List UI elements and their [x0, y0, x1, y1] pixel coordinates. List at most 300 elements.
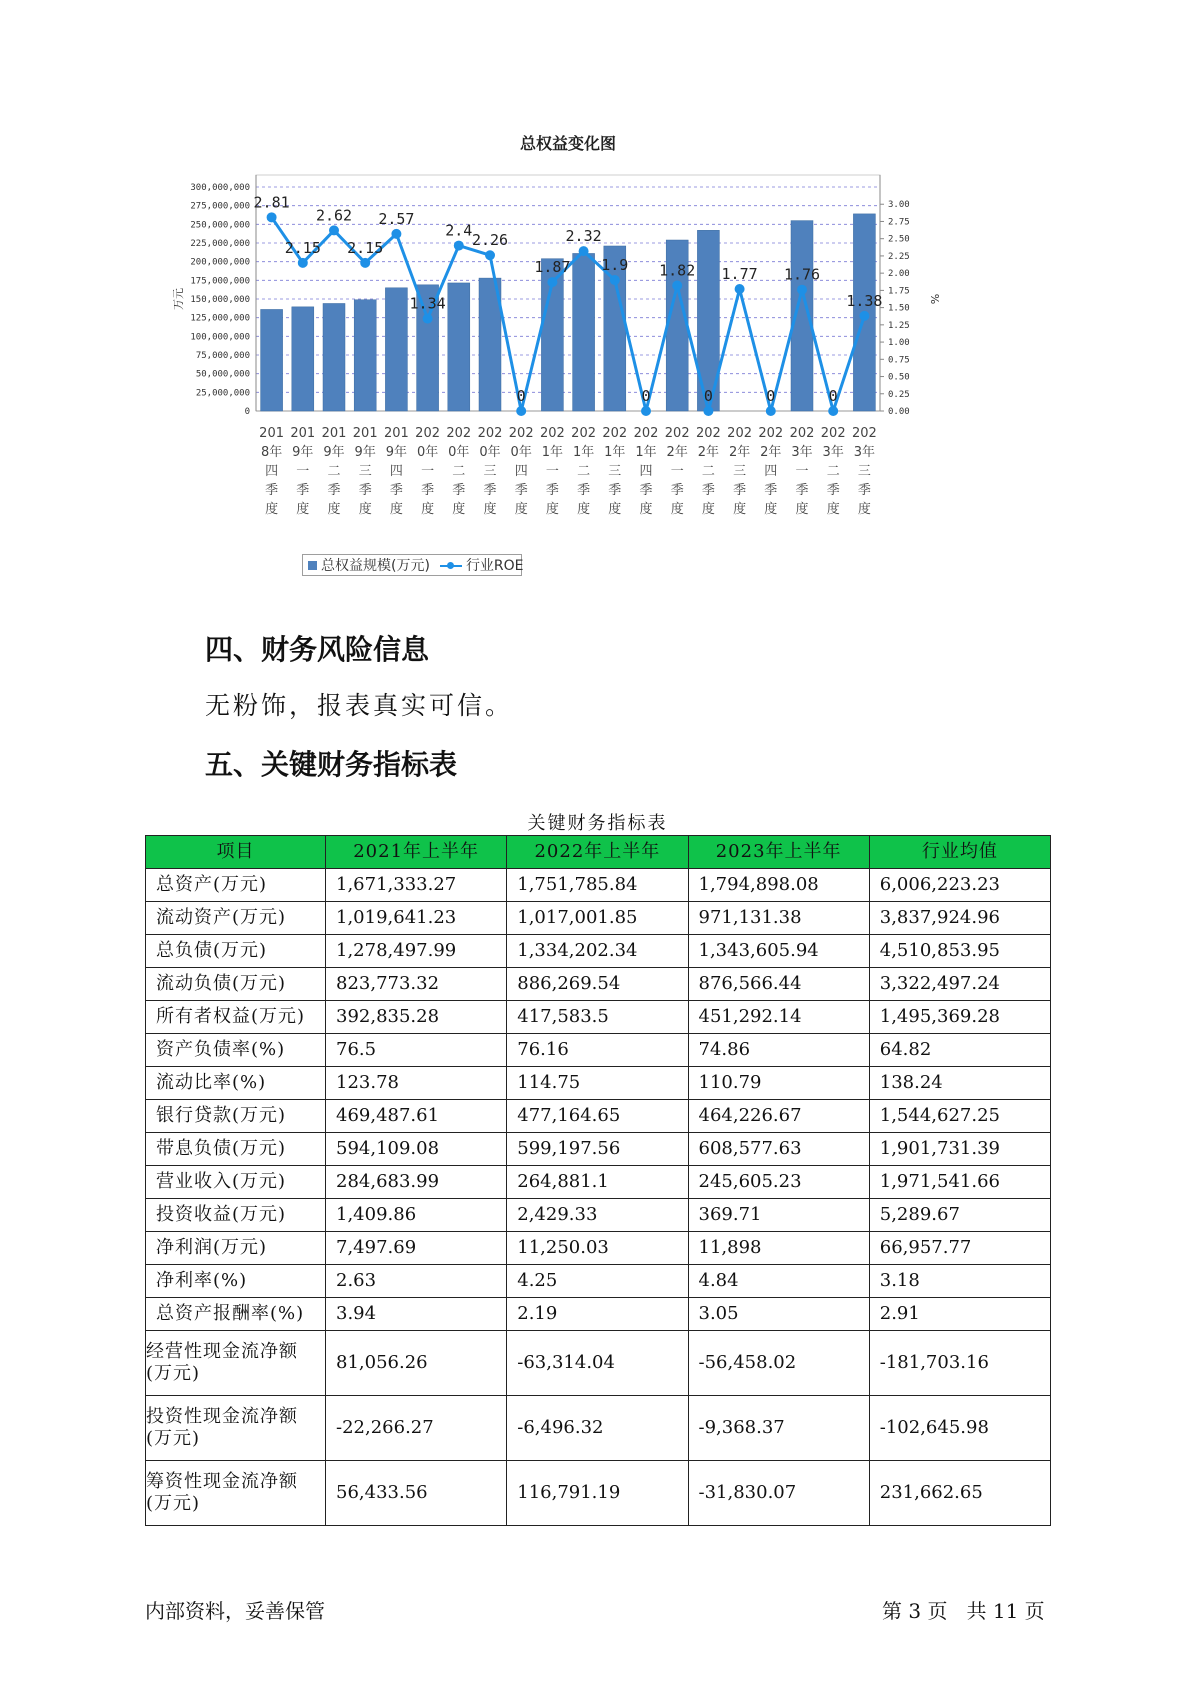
x-tick-label: 202: [477, 426, 503, 441]
x-tick-label: 三: [358, 464, 372, 479]
x-tick-label: 3年: [791, 445, 813, 460]
x-tick-label: 度: [639, 502, 653, 517]
roe-data-label: 2.57: [378, 209, 415, 228]
table-cell: 417,583.5: [507, 1001, 688, 1034]
x-tick-label: 四: [389, 464, 403, 479]
section-4-text: 无粉饰，报表真实可信。: [205, 691, 514, 720]
x-tick-label: 2年: [728, 445, 751, 460]
x-tick-label: 季: [514, 483, 528, 498]
table-row: [146, 1034, 1051, 1067]
table-cell: 1,971,541.66: [869, 1166, 1050, 1199]
x-tick-label: 季: [545, 483, 559, 498]
row-label: 资产负债率(%): [146, 1034, 326, 1067]
row-label: 总资产报酬率(%): [146, 1298, 326, 1331]
row-label: 投资性现金流净额(万元): [146, 1396, 326, 1461]
roe-data-label: 2.81: [253, 193, 290, 212]
x-tick-label: 202: [508, 426, 534, 441]
table-row: [146, 1100, 1051, 1133]
x-tick-label: 季: [764, 483, 778, 498]
x-tick-label: 3年: [822, 445, 844, 460]
y-tick-label: 175,000,000: [190, 276, 250, 287]
table-body: [146, 869, 1051, 1526]
table-cell: 74.86: [688, 1034, 869, 1067]
roe-point: [766, 406, 776, 416]
y2-tick-label: 2.50: [888, 234, 910, 245]
x-tick-label: 一: [545, 464, 559, 479]
header-2022h1: 2022年上半年: [507, 836, 688, 869]
x-tick-label: 201: [321, 426, 347, 441]
table-cell: 116,791.19: [507, 1461, 688, 1526]
table-cell: 608,577.63: [688, 1133, 869, 1166]
table-cell: 2.63: [326, 1265, 507, 1298]
y-tick-label: 75,000,000: [195, 351, 250, 361]
roe-point: [797, 285, 807, 295]
legend-item-roe: [440, 555, 524, 575]
x-tick-label: 一: [421, 464, 435, 479]
table-cell: 5,289.67: [869, 1199, 1050, 1232]
x-tick-label: 1年: [541, 445, 564, 460]
table-cell: 1,409.86: [326, 1199, 507, 1232]
x-tick-label: 四: [639, 464, 653, 479]
table-row: [146, 1298, 1051, 1331]
roe-point: [610, 275, 620, 285]
x-tick-label: 季: [358, 483, 372, 498]
x-tick-label: 一: [296, 464, 310, 479]
roe-point: [423, 314, 433, 324]
table-cell: 123.78: [326, 1067, 507, 1100]
bar-swatch-icon: [308, 561, 317, 570]
x-tick-label: 202: [758, 426, 784, 441]
table-cell: 231,662.65: [869, 1461, 1050, 1526]
table-cell: 3.94: [326, 1298, 507, 1331]
y-tick-label: 275,000,000: [190, 201, 250, 212]
legend-item-equity: [308, 555, 430, 575]
table-cell: 76.16: [507, 1034, 688, 1067]
roe-point: [703, 406, 713, 416]
table-cell: 245,605.23: [688, 1166, 869, 1199]
table-row: [146, 1461, 1051, 1526]
x-tick-label: 度: [764, 502, 778, 517]
table-cell: 971,131.38: [688, 902, 869, 935]
x-tick-label: 202: [789, 426, 815, 441]
x-tick-label: 度: [733, 502, 747, 517]
row-label: 投资收益(万元): [146, 1199, 326, 1232]
roe-data-label: 0: [828, 387, 838, 405]
x-tick-label: 二: [701, 464, 715, 479]
table-cell: 886,269.54: [507, 968, 688, 1001]
x-tick-label: 度: [826, 502, 840, 517]
y2-tick-label: 0.25: [888, 389, 910, 400]
table-cell: 469,487.61: [326, 1100, 507, 1133]
table-cell: -22,266.27: [326, 1396, 507, 1461]
table-row: [146, 1001, 1051, 1034]
roe-data-label: 0: [641, 387, 651, 405]
x-tick-label: 二: [452, 464, 466, 479]
x-tick-label: 202: [415, 426, 441, 441]
x-tick-label: 201: [259, 426, 285, 441]
x-tick-label: 1年: [604, 445, 626, 460]
x-tick-label: 季: [421, 483, 435, 498]
roe-data-label: 0: [703, 387, 713, 405]
x-tick-label: 9年: [354, 445, 376, 460]
table-cell: 392,835.28: [326, 1001, 507, 1034]
x-tick-label: 202: [539, 426, 565, 441]
x-tick-label: 季: [452, 483, 466, 498]
y-tick-label: 200,000,000: [190, 257, 250, 268]
x-tick-label: 季: [389, 483, 403, 498]
table-cell: 56,433.56: [326, 1461, 507, 1526]
line-marker-icon: [440, 561, 462, 570]
roe-data-label: 2.15: [347, 238, 384, 257]
legend-label-roe: 行业ROE: [465, 558, 524, 574]
x-tick-label: 季: [483, 483, 497, 498]
x-tick-label: 201: [352, 426, 378, 441]
table-cell: 876,566.44: [688, 968, 869, 1001]
table-row: [146, 1166, 1051, 1199]
x-tick-label: 度: [265, 502, 279, 517]
table-cell: -9,368.37: [688, 1396, 869, 1461]
x-tick-label: 季: [327, 483, 341, 498]
x-tick-label: 度: [452, 502, 466, 517]
table-cell: 3,322,497.24: [869, 968, 1050, 1001]
equity-bar: [323, 303, 345, 411]
x-tick-label: 度: [358, 502, 372, 517]
x-tick-label: 度: [608, 502, 622, 517]
x-tick-label: 二: [826, 464, 840, 479]
roe-point: [859, 311, 869, 321]
table-cell: 1,343,605.94: [688, 935, 869, 968]
x-tick-label: 度: [701, 502, 715, 517]
table-cell: 1,495,369.28: [869, 1001, 1050, 1034]
roe-point: [828, 406, 838, 416]
table-cell: 81,056.26: [326, 1331, 507, 1396]
table-row: [146, 1133, 1051, 1166]
x-tick-label: 季: [857, 483, 871, 498]
x-tick-label: 201: [290, 426, 316, 441]
roe-point: [454, 241, 464, 251]
table-cell: 2.91: [869, 1298, 1050, 1331]
table-row: [146, 1067, 1051, 1100]
roe-point: [298, 258, 308, 268]
table-cell: 7,497.69: [326, 1232, 507, 1265]
x-tick-label: 202: [602, 426, 628, 441]
table-row: [146, 1396, 1051, 1461]
table-cell: 599,197.56: [507, 1133, 688, 1166]
y-tick-label: 225,000,000: [190, 239, 250, 249]
row-label: 经营性现金流净额(万元): [146, 1331, 326, 1396]
table-cell: 4.25: [507, 1265, 688, 1298]
header-2021h1: 2021年上半年: [326, 836, 507, 869]
table-row: [146, 1232, 1051, 1265]
table-cell: 114.75: [507, 1067, 688, 1100]
equity-bar: [448, 283, 470, 411]
equity-chart: [170, 135, 975, 595]
roe-data-label: 1.76: [783, 265, 821, 284]
x-tick-label: 3年: [853, 445, 876, 460]
x-tick-label: 202: [851, 426, 877, 441]
x-tick-label: 0年: [448, 445, 470, 460]
roe-data-label: 1.38: [846, 291, 883, 310]
x-tick-label: 季: [608, 483, 622, 498]
x-tick-label: 三: [608, 464, 622, 479]
y2-tick-label: 1.25: [888, 320, 910, 331]
table-cell: -56,458.02: [688, 1331, 869, 1396]
row-label: 净利率(%): [146, 1265, 326, 1298]
footer-confidential-note: 内部资料，妥善保管: [145, 1599, 325, 1623]
table-row: [146, 968, 1051, 1001]
equity-bar: [261, 309, 283, 411]
x-tick-label: 季: [795, 483, 809, 498]
x-tick-label: 三: [483, 464, 497, 479]
x-tick-label: 2年: [760, 445, 782, 460]
x-tick-label: 202: [571, 426, 597, 441]
roe-point: [267, 212, 277, 222]
table-cell: 2,429.33: [507, 1199, 688, 1232]
table-cell: 264,881.1: [507, 1166, 688, 1199]
table-cell: 11,250.03: [507, 1232, 688, 1265]
row-label: 所有者权益(万元): [146, 1001, 326, 1034]
x-tick-label: 四: [514, 464, 528, 479]
x-tick-label: 一: [795, 464, 809, 479]
x-tick-label: 季: [577, 483, 591, 498]
key-financial-table: [145, 835, 1051, 1526]
y-tick-label: 250,000,000: [190, 220, 250, 231]
table-row: [146, 1265, 1051, 1298]
table-cell: 594,109.08: [326, 1133, 507, 1166]
x-tick-label: 202: [446, 426, 472, 441]
table-cell: 1,278,497.99: [326, 935, 507, 968]
table-cell: 1,544,627.25: [869, 1100, 1050, 1133]
table-cell: -63,314.04: [507, 1331, 688, 1396]
y-tick-label: 300,000,000: [190, 183, 250, 193]
roe-data-label: 2.26: [471, 231, 509, 250]
row-label: 总负债(万元): [146, 935, 326, 968]
y2-axis-label: %: [928, 293, 941, 305]
roe-point: [672, 281, 682, 291]
x-tick-label: 0年: [416, 445, 439, 460]
x-tick-label: 201: [383, 426, 409, 441]
table-caption: 关键财务指标表: [527, 813, 668, 834]
equity-bar: [354, 300, 376, 411]
table-row: [146, 869, 1051, 902]
x-tick-label: 1年: [635, 445, 657, 460]
row-label: 带息负债(万元): [146, 1133, 326, 1166]
x-tick-label: 0年: [479, 445, 501, 460]
roe-data-label: 1.87: [534, 258, 571, 277]
footer-page-number: 第 3 页 共 11 页: [882, 1599, 1045, 1623]
equity-bar: [573, 253, 595, 411]
x-tick-label: 度: [545, 502, 559, 517]
table-cell: 284,683.99: [326, 1166, 507, 1199]
row-label: 银行贷款(万元): [146, 1100, 326, 1133]
y-tick-label: 0: [244, 407, 250, 417]
x-tick-label: 季: [265, 483, 279, 498]
x-tick-label: 季: [826, 483, 840, 498]
x-tick-label: 202: [664, 426, 690, 441]
chart-legend: [302, 554, 522, 576]
header-industry-avg: 行业均值: [869, 836, 1050, 869]
chart-title: 总权益变化图: [519, 135, 617, 153]
table-cell: 76.5: [326, 1034, 507, 1067]
x-tick-label: 度: [327, 502, 341, 517]
y2-tick-label: 0.50: [888, 372, 910, 383]
x-tick-label: 三: [857, 464, 871, 479]
roe-data-label: 2.62: [315, 206, 353, 225]
roe-data-label: 1.34: [409, 294, 446, 313]
row-label: 筹资性现金流净额(万元): [146, 1461, 326, 1526]
x-tick-label: 度: [670, 502, 684, 517]
header-item: 项目: [146, 836, 326, 869]
table-cell: 3.05: [688, 1298, 869, 1331]
x-tick-label: 四: [265, 464, 279, 479]
table-cell: 464,226.67: [688, 1100, 869, 1133]
table-cell: 477,164.65: [507, 1100, 688, 1133]
x-tick-label: 度: [514, 502, 528, 517]
header-2023h1: 2023年上半年: [688, 836, 869, 869]
x-tick-label: 二: [577, 464, 591, 479]
roe-point: [360, 258, 370, 268]
table-cell: 2.19: [507, 1298, 688, 1331]
y2-tick-label: 2.25: [888, 251, 910, 262]
x-tick-label: 三: [733, 464, 747, 479]
roe-point: [641, 406, 651, 416]
table-cell: 823,773.32: [326, 968, 507, 1001]
y2-tick-label: 1.75: [888, 286, 910, 297]
y2-tick-label: 2.75: [888, 217, 910, 228]
x-tick-label: 8年: [260, 445, 283, 460]
roe-point: [547, 277, 557, 287]
x-tick-label: 季: [733, 483, 747, 498]
row-label: 流动比率(%): [146, 1067, 326, 1100]
x-tick-label: 1年: [572, 445, 595, 460]
table-row: [146, 1199, 1051, 1232]
table-cell: 66,957.77: [869, 1232, 1050, 1265]
y2-tick-label: 1.50: [888, 303, 910, 314]
x-tick-label: 202: [727, 426, 753, 441]
roe-point: [391, 229, 401, 239]
equity-chart-svg: [170, 135, 975, 550]
x-tick-label: 季: [701, 483, 715, 498]
roe-point: [329, 225, 339, 235]
table-cell: 1,794,898.08: [688, 869, 869, 902]
y2-tick-label: 0.75: [888, 355, 910, 366]
table-cell: 64.82: [869, 1034, 1050, 1067]
table-cell: 451,292.14: [688, 1001, 869, 1034]
row-label: 净利润(万元): [146, 1232, 326, 1265]
x-tick-label: 二: [327, 464, 341, 479]
table-cell: 1,334,202.34: [507, 935, 688, 968]
table-cell: 3.18: [869, 1265, 1050, 1298]
roe-data-label: 1.82: [659, 261, 696, 280]
y-tick-label: 50,000,000: [195, 369, 250, 380]
y-tick-label: 125,000,000: [190, 313, 250, 324]
section-5-heading: 五、关键财务指标表: [205, 748, 458, 781]
y-tick-label: 25,000,000: [195, 388, 250, 399]
x-tick-label: 季: [670, 483, 684, 498]
x-tick-label: 9年: [385, 445, 408, 460]
y-tick-label: 100,000,000: [190, 332, 250, 343]
table-cell: 1,017,001.85: [507, 902, 688, 935]
table-cell: 6,006,223.23: [869, 869, 1050, 902]
roe-point: [579, 246, 589, 256]
table-cell: -181,703.16: [869, 1331, 1050, 1396]
y-axis-label: 万元: [172, 288, 185, 310]
y2-tick-label: 3.00: [888, 200, 910, 211]
x-tick-label: 度: [296, 502, 310, 517]
x-tick-label: 9年: [323, 445, 345, 460]
legend-label-equity: 总权益规模(万元): [321, 558, 430, 574]
equity-bar: [385, 288, 407, 411]
y2-tick-label: 1.00: [888, 338, 910, 349]
table-cell: 11,898: [688, 1232, 869, 1265]
x-tick-label: 一: [670, 464, 684, 479]
table-cell: 138.24: [869, 1067, 1050, 1100]
table-row: [146, 1331, 1051, 1396]
row-label: 流动负债(万元): [146, 968, 326, 1001]
roe-point: [516, 406, 526, 416]
equity-bar: [292, 307, 314, 411]
row-label: 总资产(万元): [146, 869, 326, 902]
x-tick-label: 202: [695, 426, 721, 441]
roe-data-label: 1.77: [721, 265, 758, 284]
x-tick-label: 四: [764, 464, 778, 479]
x-tick-label: 度: [577, 502, 591, 517]
section-4-heading: 四、财务风险信息: [205, 633, 430, 666]
x-tick-label: 202: [633, 426, 659, 441]
x-tick-label: 季: [296, 483, 310, 498]
table-header-row: [146, 836, 1051, 869]
table-cell: 110.79: [688, 1067, 869, 1100]
x-tick-label: 度: [483, 502, 497, 517]
roe-data-label: 1.9: [601, 256, 629, 275]
roe-data-label: 0: [766, 387, 776, 405]
roe-data-label: 2.15: [284, 238, 321, 257]
x-tick-label: 202: [820, 426, 846, 441]
roe-data-label: 2.4: [445, 221, 473, 240]
table-cell: 369.71: [688, 1199, 869, 1232]
table-row: [146, 902, 1051, 935]
table-cell: 1,019,641.23: [326, 902, 507, 935]
roe-data-label: 0: [516, 387, 526, 405]
table-row: [146, 935, 1051, 968]
table-cell: 1,751,785.84: [507, 869, 688, 902]
row-label: 营业收入(万元): [146, 1166, 326, 1199]
roe-point: [485, 250, 495, 260]
row-label: 流动资产(万元): [146, 902, 326, 935]
x-tick-label: 9年: [292, 445, 314, 460]
x-tick-label: 2年: [666, 445, 688, 460]
table-cell: 4.84: [688, 1265, 869, 1298]
table-cell: 1,671,333.27: [326, 869, 507, 902]
y-tick-label: 150,000,000: [190, 295, 250, 305]
x-tick-label: 度: [421, 502, 435, 517]
y2-tick-label: 2.00: [888, 269, 910, 280]
x-tick-label: 0年: [510, 445, 532, 460]
y2-tick-label: 0.00: [888, 407, 910, 417]
x-tick-label: 季: [639, 483, 653, 498]
table-cell: -6,496.32: [507, 1396, 688, 1461]
table-cell: 1,901,731.39: [869, 1133, 1050, 1166]
roe-point: [735, 284, 745, 294]
x-tick-label: 度: [389, 502, 403, 517]
table-cell: -102,645.98: [869, 1396, 1050, 1461]
roe-data-label: 2.32: [565, 227, 602, 246]
table-cell: -31,830.07: [688, 1461, 869, 1526]
table-cell: 3,837,924.96: [869, 902, 1050, 935]
table-cell: 4,510,853.95: [869, 935, 1050, 968]
x-tick-label: 度: [795, 502, 809, 517]
x-tick-label: 度: [857, 502, 871, 517]
